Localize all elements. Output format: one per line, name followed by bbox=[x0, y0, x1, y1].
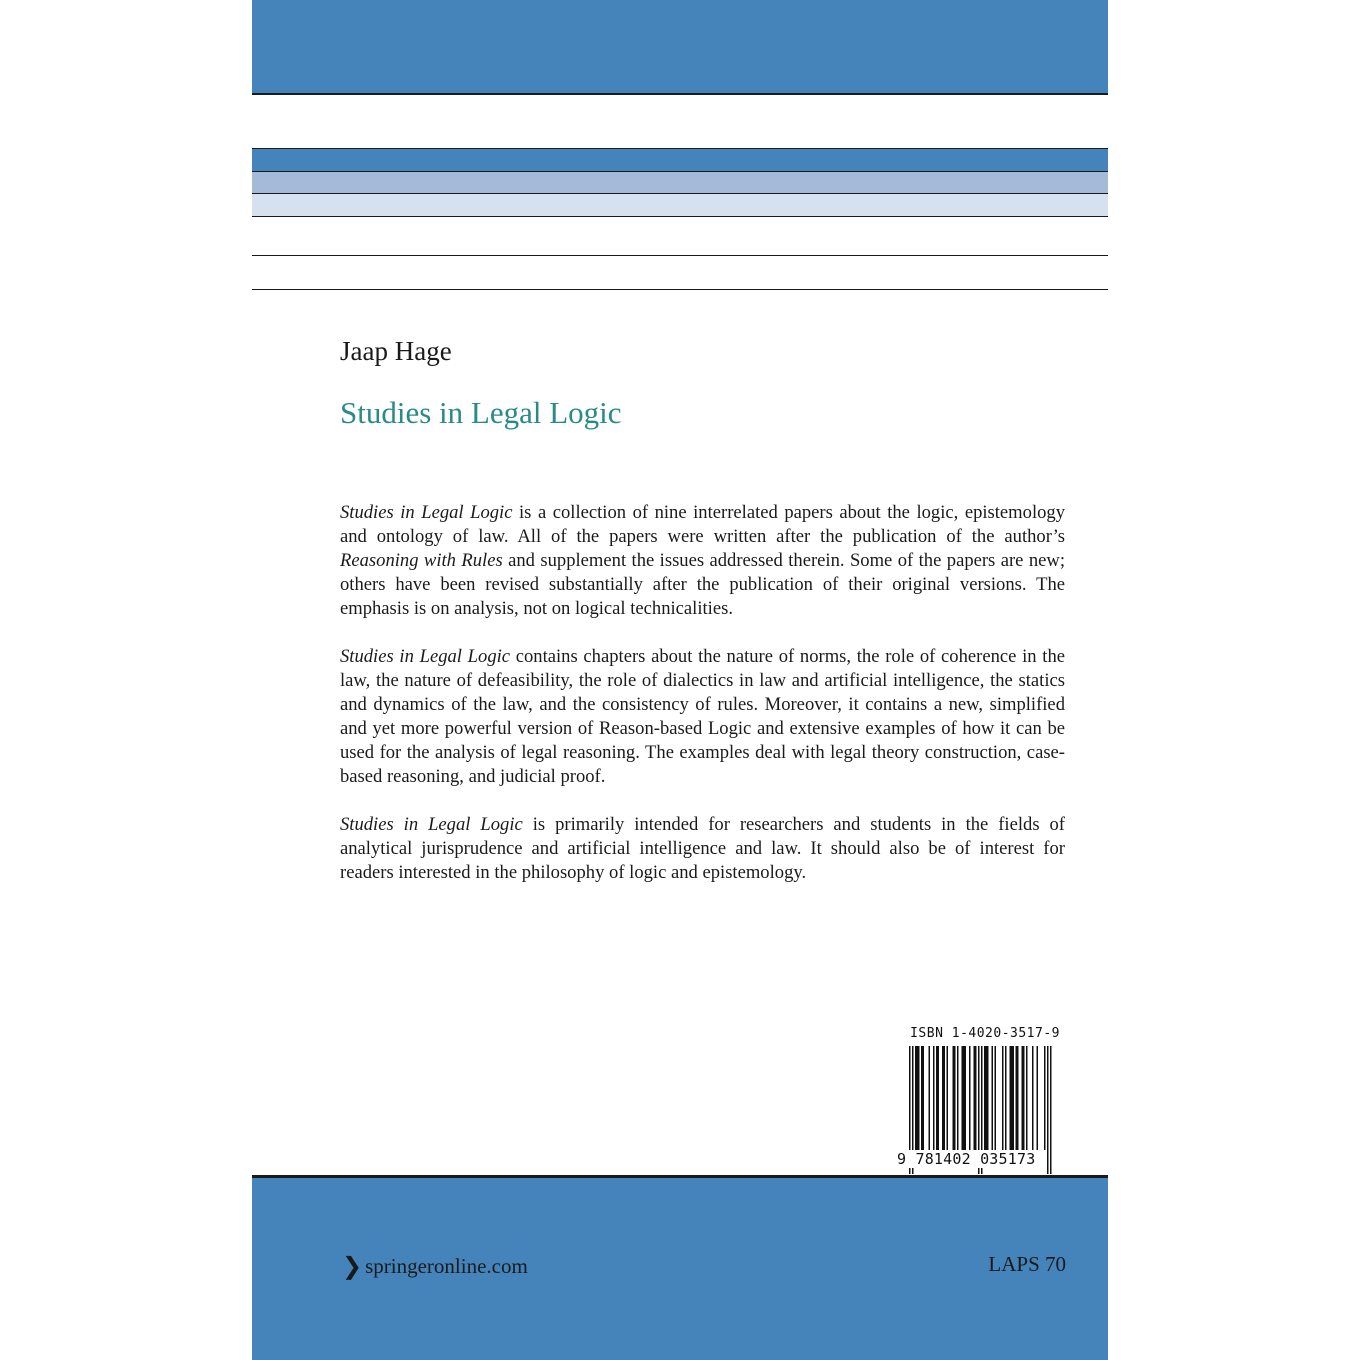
italic-title-ref: Studies in Legal Logic bbox=[340, 502, 513, 523]
barcode-bar bbox=[954, 1046, 956, 1150]
barcode-bar bbox=[984, 1046, 986, 1150]
divider-rule bbox=[252, 255, 1108, 256]
stripe-light bbox=[252, 194, 1108, 217]
barcode-bar bbox=[938, 1046, 940, 1150]
barcode-bar bbox=[1013, 1046, 1015, 1150]
barcode-bar bbox=[969, 1046, 971, 1150]
barcode-bar bbox=[1044, 1046, 1046, 1150]
italic-title-ref: Studies in Legal Logic bbox=[340, 814, 523, 835]
blurb-text bbox=[340, 501, 1065, 909]
barcode-bar bbox=[1022, 1046, 1024, 1150]
barcode-bar bbox=[1017, 1046, 1019, 1150]
top-color-band bbox=[252, 0, 1108, 95]
blurb-segment: is a collection of nine interrelated papers about the logic, epistemology and ontology of law. All of the papers were written after the publication of the author’s bbox=[340, 502, 1066, 547]
barcode-bar bbox=[1050, 1046, 1052, 1174]
barcode-bar bbox=[1002, 1046, 1004, 1150]
barcode-bar bbox=[917, 1046, 919, 1150]
barcode-bar bbox=[975, 1046, 977, 1150]
italic-title-ref: Studies in Legal Logic bbox=[340, 646, 511, 667]
barcode-bar bbox=[936, 1046, 938, 1150]
stripe-dark bbox=[252, 148, 1108, 172]
blurb-segment: is primarily intended for researchers and students in the fields of analytical jurisprudence and artificial intelligence and law. It should also be of interest for readers interested in the philosophy of logic and epistemology. bbox=[340, 814, 1066, 883]
stripe-medium bbox=[252, 172, 1108, 194]
barcode-bar bbox=[918, 1046, 920, 1150]
series-number: LAPS 70 bbox=[988, 1252, 1066, 1276]
barcode-bar bbox=[929, 1046, 931, 1150]
barcode-bar bbox=[995, 1046, 997, 1150]
barcode-bar bbox=[944, 1046, 946, 1150]
bottom-color-band bbox=[252, 1175, 1108, 1360]
publisher-link[interactable] bbox=[342, 1252, 528, 1280]
barcode-bar bbox=[1026, 1046, 1028, 1150]
blurb-segment: and supplement the issues addressed therein. Some of the papers are new; others have been revised substantially after the publication of their original versions. The emphasis is on analysis, not on logical technicalities. bbox=[340, 550, 1065, 619]
divider-rule bbox=[252, 289, 1108, 290]
barcode-bar bbox=[962, 1046, 964, 1150]
barcode-bar bbox=[1005, 1046, 1007, 1150]
barcode-bar bbox=[1023, 1046, 1025, 1150]
barcode-bar bbox=[953, 1046, 955, 1150]
chevron-right-icon: ❯ bbox=[342, 1252, 363, 1280]
barcode-bar bbox=[1011, 1046, 1013, 1150]
barcode-bar bbox=[915, 1046, 917, 1150]
barcode-bar bbox=[987, 1046, 989, 1150]
book-title: Studies in Legal Logic bbox=[340, 395, 622, 430]
barcode-bar bbox=[921, 1046, 923, 1150]
barcode-bar bbox=[933, 1046, 935, 1150]
barcode-bar bbox=[965, 1046, 967, 1150]
barcode-bar bbox=[1016, 1046, 1018, 1150]
barcode-bar bbox=[923, 1046, 925, 1150]
barcode-bar bbox=[947, 1046, 949, 1150]
barcode-bar bbox=[1047, 1046, 1049, 1174]
italic-title-ref: Reasoning with Rules bbox=[340, 550, 503, 571]
barcode-bar bbox=[942, 1046, 944, 1150]
barcode-bar bbox=[992, 1046, 994, 1150]
isbn-label: ISBN 1-4020-3517-9 bbox=[910, 1026, 1060, 1041]
blurb-paragraph bbox=[340, 813, 1065, 885]
blurb-paragraph bbox=[340, 501, 1065, 621]
ean-number: 9 781402 035173 bbox=[897, 1150, 1036, 1168]
blurb-segment: contains chapters about the nature of norms, the role of coherence in the law, the nature of defeasibility, the role of dialectics in law and artificial intelligence, the statics and dynamics of the law, and the consistency of rules. Moreover, it contains a new, simplified and yet more powerful version of Reason-based Logic and extensive examples of how it can be used for the analysis of legal reasoning. The examples deal with legal theory construction, case-based reasoning, and judicial proof. bbox=[340, 646, 1065, 787]
barcode-bar bbox=[986, 1046, 988, 1150]
barcode-bar bbox=[1032, 1046, 1034, 1150]
author-name: Jaap Hage bbox=[340, 336, 452, 366]
barcode-bar bbox=[1010, 1046, 1012, 1150]
barcode-bar bbox=[974, 1046, 976, 1150]
blurb-paragraph bbox=[340, 645, 1065, 789]
publisher-url: springeronline.com bbox=[365, 1253, 528, 1278]
book-back-cover bbox=[252, 0, 1108, 1360]
barcode-bar bbox=[963, 1046, 965, 1150]
barcode-bar bbox=[1037, 1046, 1039, 1150]
barcode-bar bbox=[957, 1046, 959, 1150]
